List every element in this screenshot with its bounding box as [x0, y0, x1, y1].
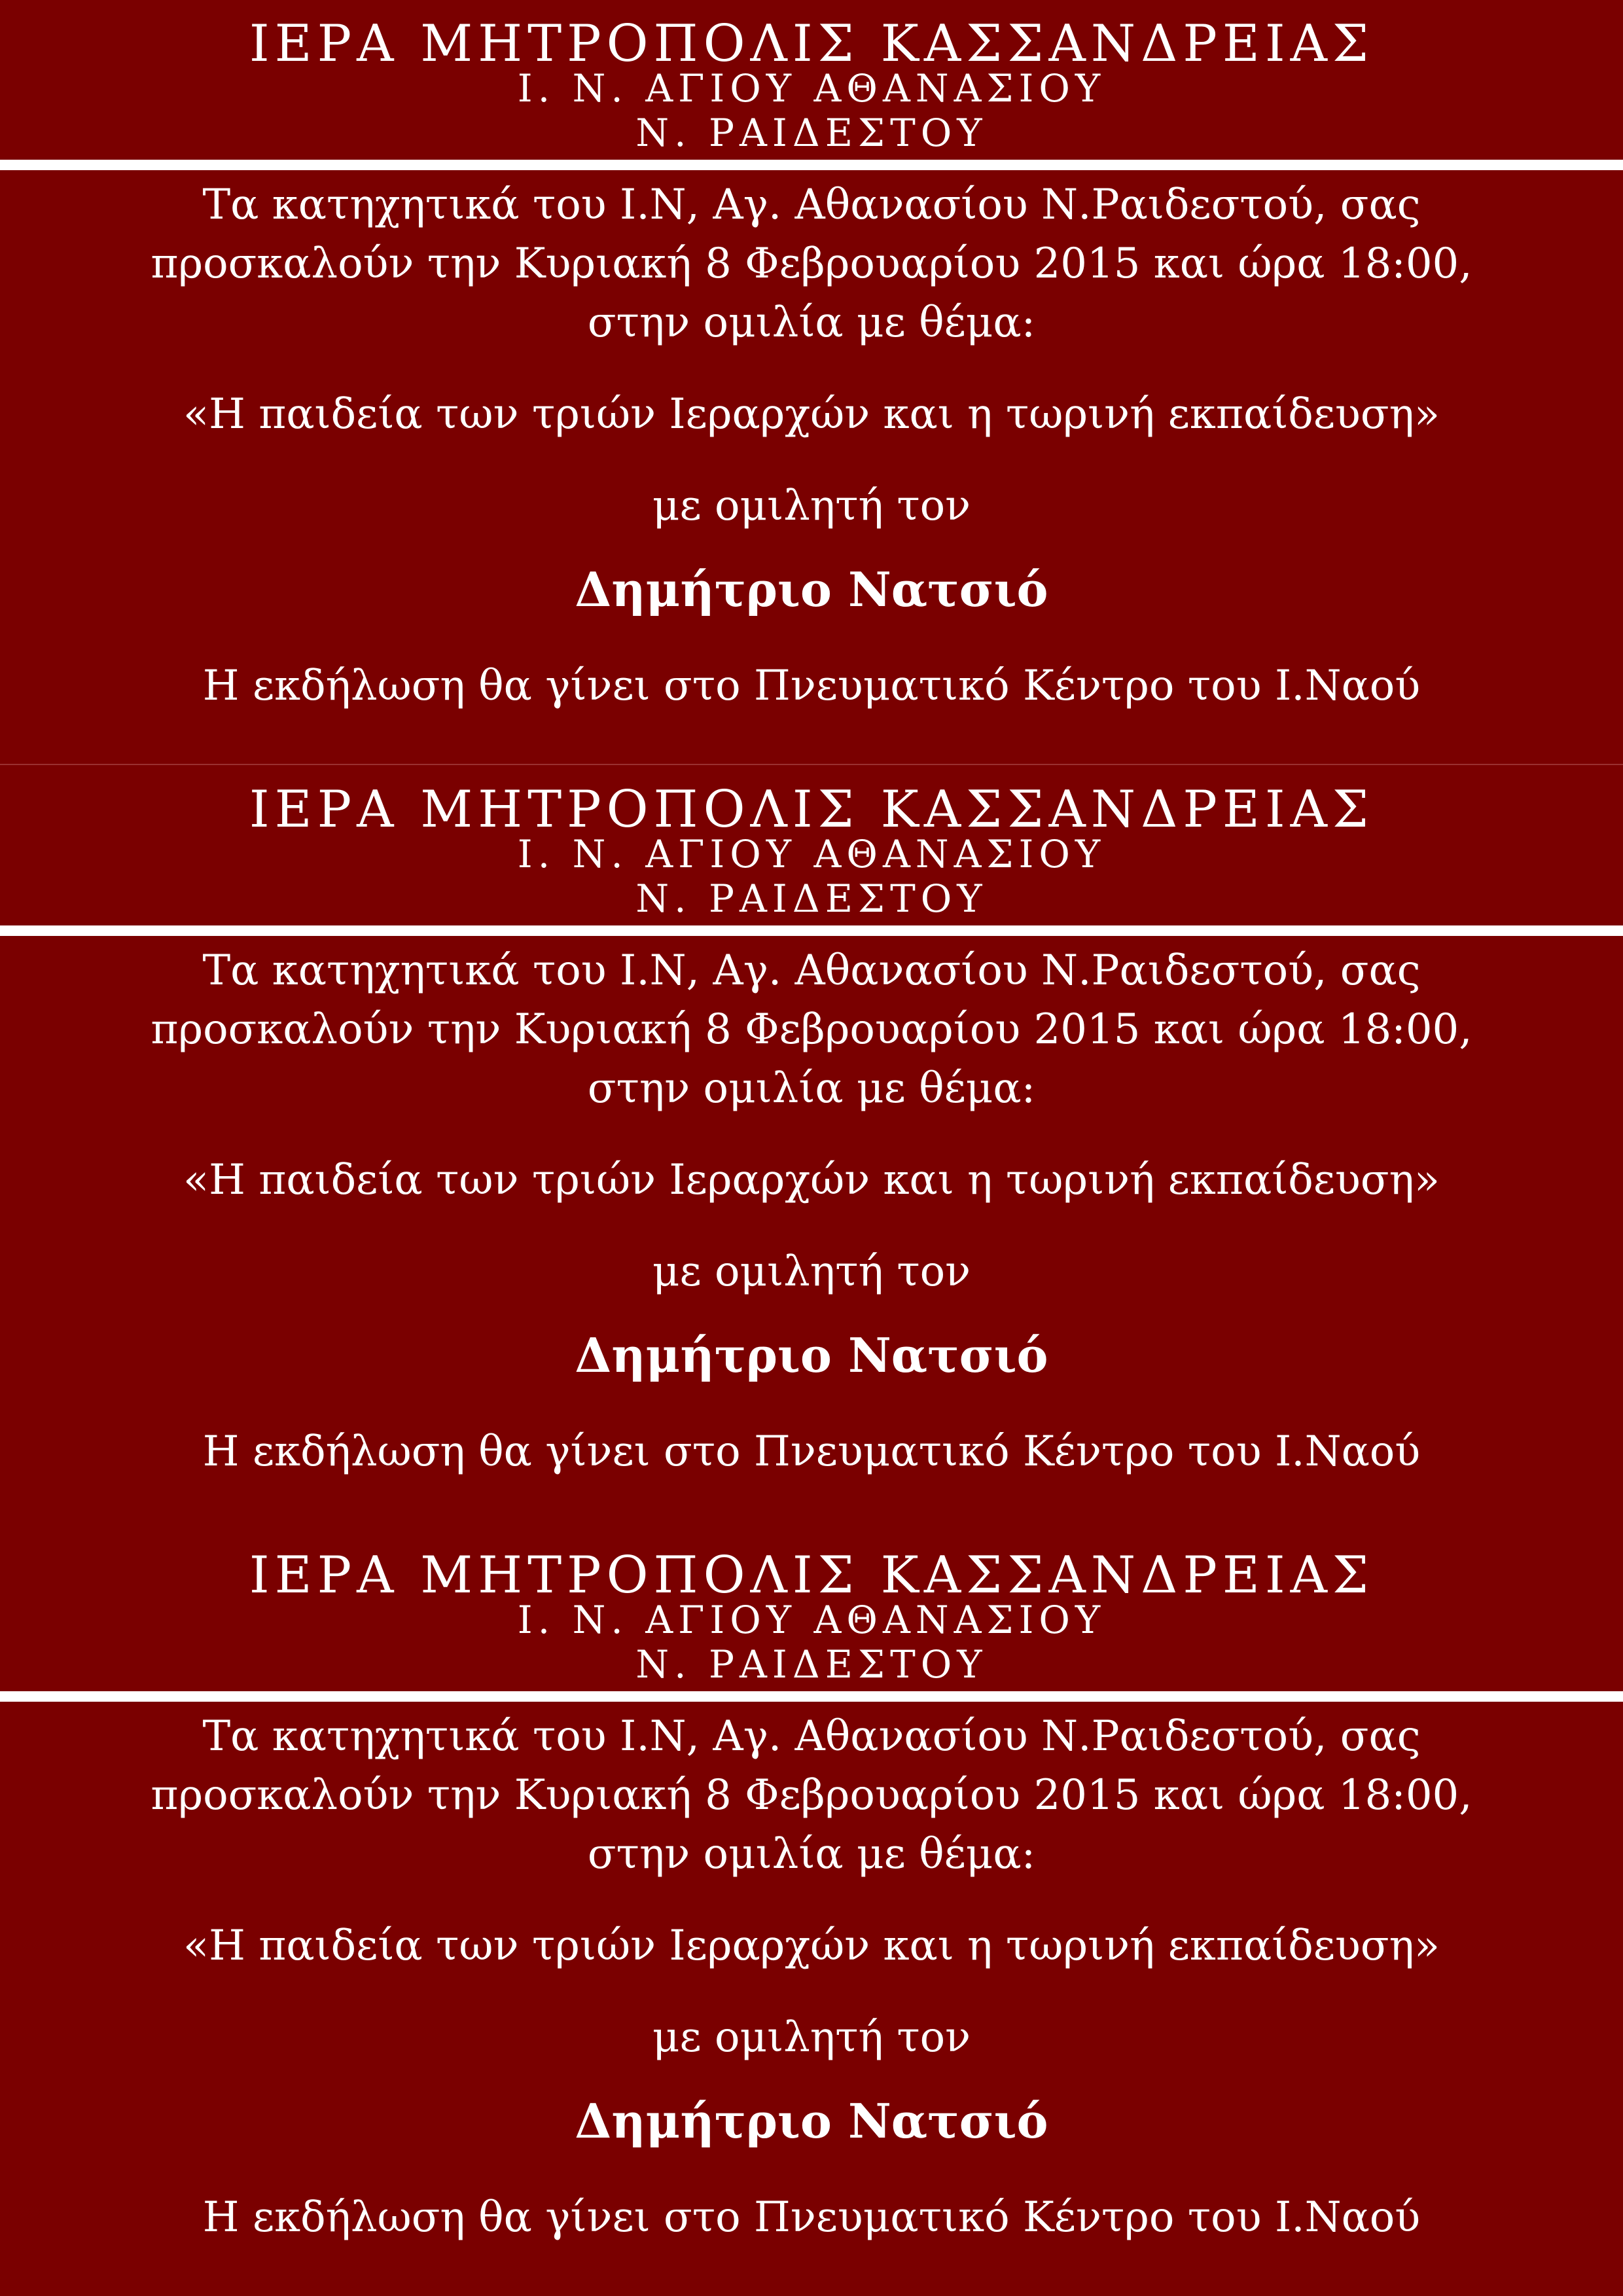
- invite-line-3: στην ομιλία με θέμα:: [587, 1830, 1036, 1878]
- invite-line-3: στην ομιλία με θέμα:: [587, 298, 1036, 347]
- lecture-topic: «Η παιδεία των τριών Ιεραρχών και η τωρινή εκπαίδευση»: [183, 390, 1440, 439]
- invite-line-2: προσκαλούν την Κυριακή 8 Φεβρουαρίου 2015 και ώρα 18:00,: [151, 1005, 1472, 1054]
- flyer-1: [0, 0, 1623, 764]
- flyer-separator: [0, 764, 1623, 765]
- venue-text: Η εκδήλωση θα γίνει στο Πνευματικό Κέντρο του Ι.Ναού: [202, 2193, 1421, 2242]
- speaker-name: Δημήτριο Νατσιό: [575, 1327, 1048, 1383]
- header-church: Ι. Ν. ΑΓΙΟΥ ΑΘΑΝΑΣΙΟΥ: [517, 66, 1106, 111]
- flyer-header: [0, 0, 1623, 154]
- invite-line-1: Τα κατηχητικά του Ι.Ν, Αγ. Αθανασίου Ν.Ραιδεστού, σας: [202, 946, 1421, 995]
- lecture-topic: «Η παιδεία των τριών Ιεραρχών και η τωρινή εκπαίδευση»: [183, 1156, 1440, 1204]
- flyer-header: [0, 766, 1623, 920]
- lecture-topic: «Η παιδεία των τριών Ιεραρχών και η τωρινή εκπαίδευση»: [183, 1922, 1440, 1970]
- header-church: Ι. Ν. ΑΓΙΟΥ ΑΘΑΝΑΣΙΟΥ: [517, 832, 1106, 876]
- venue-text: Η εκδήλωση θα γίνει στο Πνευματικό Κέντρο του Ι.Ναού: [202, 1427, 1421, 1476]
- invite-line-1: Τα κατηχητικά του Ι.Ν, Αγ. Αθανασίου Ν.Ραιδεστού, σας: [202, 1712, 1421, 1761]
- header-metropolis: ΙΕΡΑ ΜΗΤΡΟΠΟΛΙΣ ΚΑΣΣΑΝΔΡΕΙΑΣ: [249, 1546, 1374, 1605]
- header-location: Ν. ΡΑΙΔΕΣΤΟΥ: [635, 876, 988, 921]
- speaker-intro: με ομιλητή τον: [652, 2013, 971, 2062]
- invite-line-2: προσκαλούν την Κυριακή 8 Φεβρουαρίου 2015 και ώρα 18:00,: [151, 1771, 1472, 1820]
- header-divider: [0, 925, 1623, 936]
- speaker-name: Δημήτριο Νατσιό: [575, 562, 1048, 617]
- speaker-intro: με ομιλητή τον: [652, 1247, 971, 1296]
- speaker-name: Δημήτριο Νατσιό: [575, 2093, 1048, 2149]
- flyer-3: [0, 1532, 1623, 2296]
- speaker-intro: με ομιλητή τον: [652, 482, 971, 530]
- header-metropolis: ΙΕΡΑ ΜΗΤΡΟΠΟΛΙΣ ΚΑΣΣΑΝΔΡΕΙΑΣ: [249, 14, 1374, 73]
- header-divider: [0, 1691, 1623, 1702]
- header-metropolis: ΙΕΡΑ ΜΗΤΡΟΠΟΛΙΣ ΚΑΣΣΑΝΔΡΕΙΑΣ: [249, 780, 1374, 839]
- header-location: Ν. ΡΑΙΔΕΣΤΟΥ: [635, 111, 988, 155]
- flyer-2: [0, 766, 1623, 1530]
- invite-line-1: Τα κατηχητικά του Ι.Ν, Αγ. Αθανασίου Ν.Ραιδεστού, σας: [202, 181, 1421, 229]
- invite-line-3: στην ομιλία με θέμα:: [587, 1064, 1036, 1113]
- header-divider: [0, 160, 1623, 170]
- header-location: Ν. ΡΑΙΔΕΣΤΟΥ: [635, 1642, 988, 1687]
- header-church: Ι. Ν. ΑΓΙΟΥ ΑΘΑΝΑΣΙΟΥ: [517, 1598, 1106, 1642]
- venue-text: Η εκδήλωση θα γίνει στο Πνευματικό Κέντρο του Ι.Ναού: [202, 662, 1421, 710]
- flyer-header: [0, 1532, 1623, 1685]
- invite-line-2: προσκαλούν την Κυριακή 8 Φεβρουαρίου 2015 και ώρα 18:00,: [151, 240, 1472, 288]
